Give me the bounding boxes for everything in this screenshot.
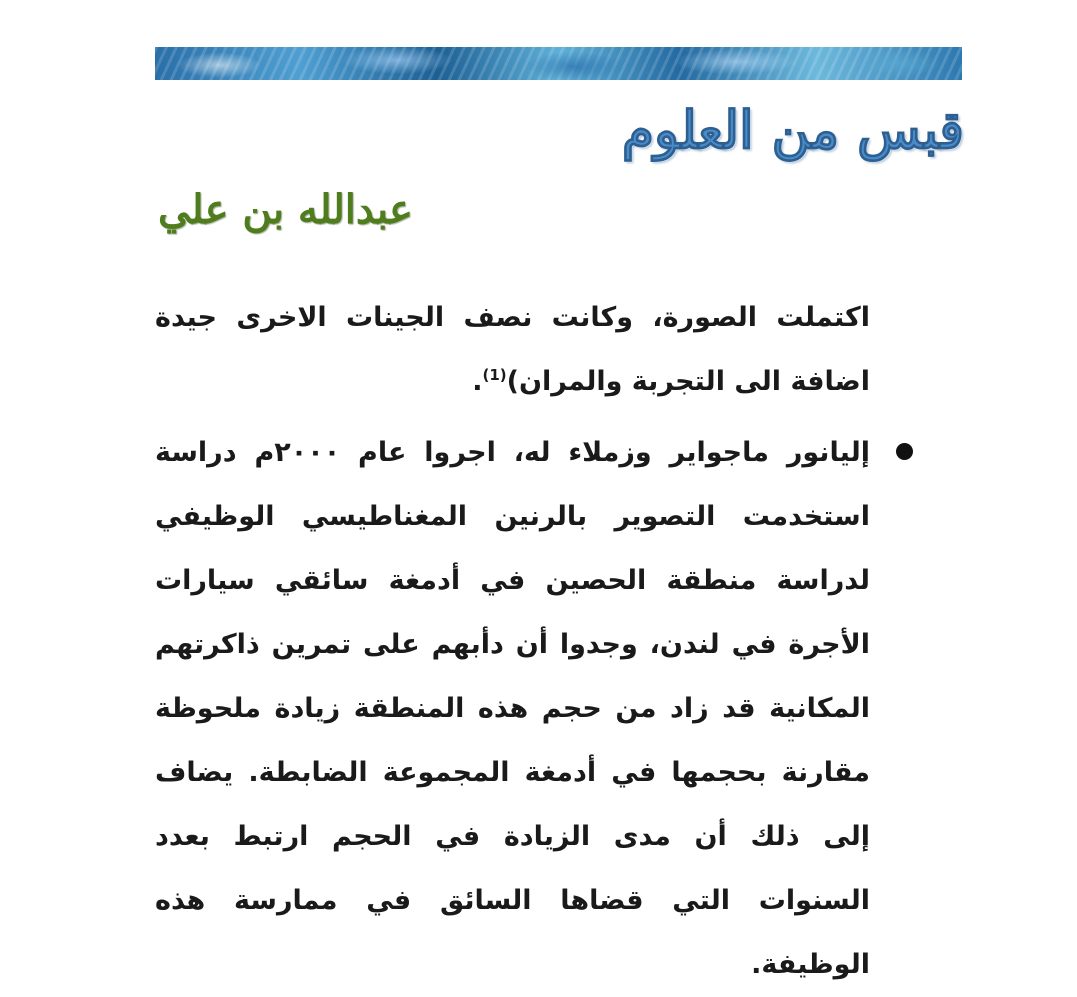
bullet-point bbox=[896, 443, 913, 460]
section-title: قبس من العلوم bbox=[621, 100, 964, 161]
paragraph-text: اكتملت الصورة، وكانت نصف الجينات الاخرى جيدة اضافة الى التجربة والمران) bbox=[155, 302, 870, 397]
footnote-marker[interactable]: (1) bbox=[482, 366, 507, 384]
author-name: عبدالله بن علي bbox=[158, 186, 413, 233]
page-cutoff-edge bbox=[155, 946, 870, 956]
paragraph-tail: . bbox=[472, 366, 483, 397]
header-banner-image bbox=[155, 47, 962, 80]
paragraph-bullet: إليانور ماجواير وزملاء له، اجروا عام ٢٠٠٠م دراسة استخدمت التصوير بالرنين المغناطيسي الوظيفي لدراسة منطقة الحصين في أدمغة سائقي سيارات الأجرة في لندن، وجدوا أن دأبهم على تمرين ذاكرتهم المكانية قد زاد من حجم هذه المنطقة زيادة ملحوظة مقارنة بحجمها في أدمغة المجموعة الضابطة. يضاف إلى ذلك أن مدى الزيادة في الحجم ارتبط بعدد السنوات التي قضاها السائق في ممارسة هذه الوظيفة. bbox=[155, 437, 870, 980]
paragraph-intro bbox=[155, 286, 870, 414]
